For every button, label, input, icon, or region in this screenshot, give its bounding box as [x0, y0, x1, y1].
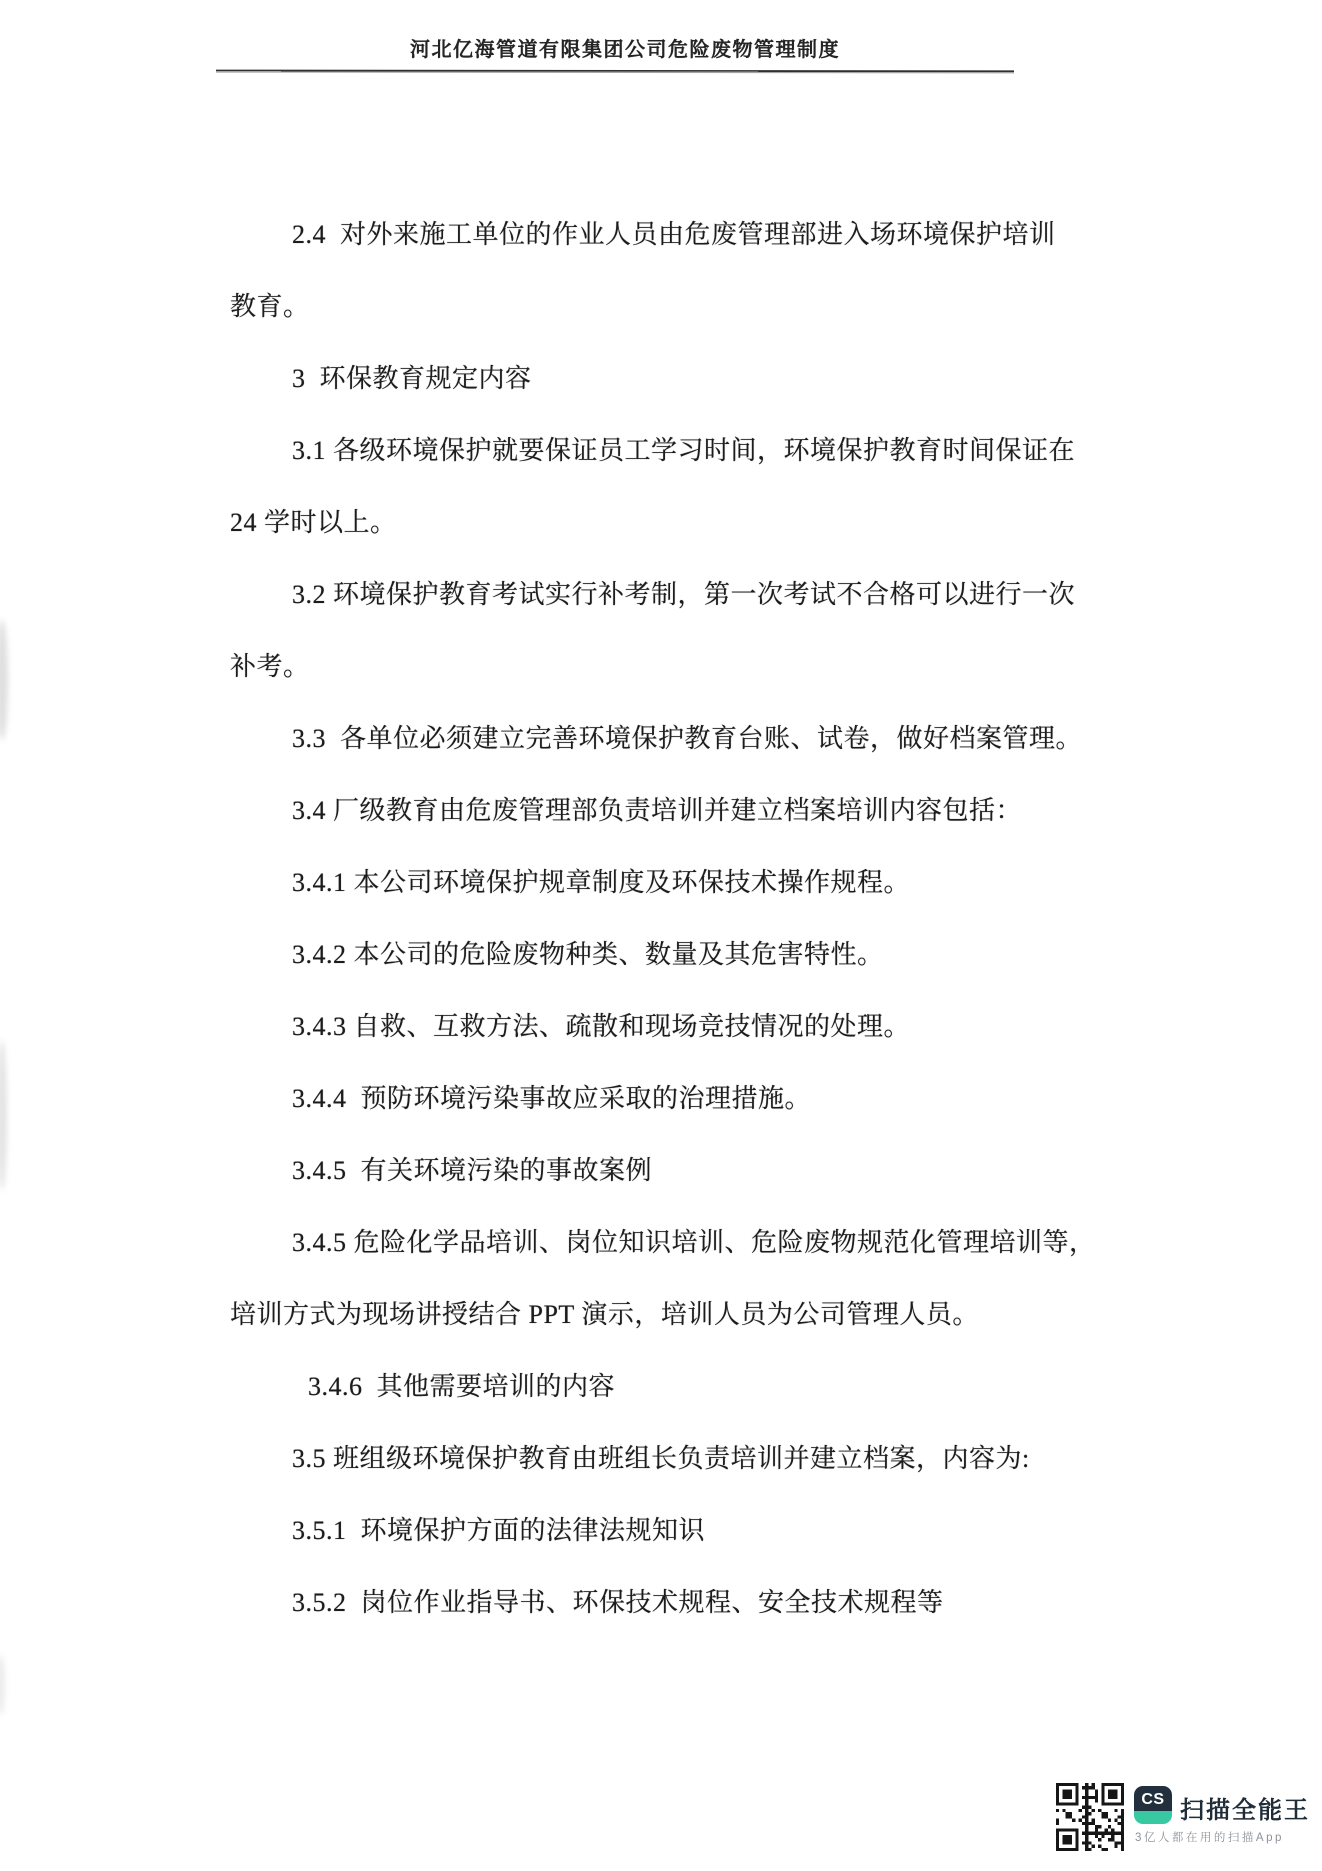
text-line: 3.1 各级环境保护就要保证员工学习时间，环境保护教育时间保证在 [292, 436, 1076, 465]
scan-artifact [0, 620, 8, 740]
text-line: 24 学时以上。 [230, 508, 397, 537]
camscanner-watermark [1056, 1783, 1310, 1858]
camscanner-logo-icon [1134, 1786, 1172, 1824]
text-line: 3.4.2 本公司的危险废物种类、数量及其危害特性。 [292, 940, 884, 969]
text-line: 3.4 厂级教育由危废管理部负责培训并建立档案培训内容包括： [292, 796, 1023, 825]
text-line: 2.4 对外来施工单位的作业人员由危废管理部进入场环境保护培训 [292, 220, 1056, 249]
text-line: 3.5.1 环境保护方面的法律法规知识 [292, 1516, 706, 1545]
qr-code-icon [1056, 1783, 1124, 1851]
text-line: 3.4.5 危险化学品培训、岗位知识培训、危险废物规范化管理培训等， [292, 1228, 1096, 1257]
text-line: 3.5.2 岗位作业指导书、环保技术规程、安全技术规程等 [292, 1588, 944, 1617]
text-line: 3.2 环境保护教育考试实行补考制，第一次考试不合格可以进行一次 [292, 580, 1076, 609]
text-line: 3 环保教育规定内容 [292, 364, 532, 393]
text-line: 3.4.6 其他需要培训的内容 [308, 1372, 616, 1401]
logo-cs-text: CS [1141, 1791, 1165, 1808]
text-line: 3.3 各单位必须建立完善环境保护教育台账、试卷，做好档案管理。 [292, 724, 1083, 753]
text-line: 3.4.4 预防环境污染事故应采取的治理措施。 [292, 1084, 812, 1113]
text-line: 3.4.5 有关环境污染的事故案例 [292, 1156, 653, 1185]
document-body [230, 199, 1096, 1639]
scan-artifact [0, 1655, 5, 1715]
scan-artifact [0, 1040, 7, 1190]
header-rule [216, 70, 1014, 74]
text-line: 3.4.1 本公司环境保护规章制度及环保技术操作规程。 [292, 868, 911, 897]
app-name: 扫描全能王 [1180, 1797, 1310, 1824]
text-line: 补考。 [230, 652, 310, 681]
text-line: 3.4.3 自救、互救方法、疏散和现场竞技情况的处理。 [292, 1012, 911, 1041]
text-line: 培训方式为现场讲授结合 PPT 演示，培训人员为公司管理人员。 [230, 1300, 979, 1329]
page-header-title: 河北亿海管道有限集团公司危险废物管理制度 [410, 39, 840, 61]
app-tagline: 3亿人都在用的扫描App [1135, 1832, 1284, 1844]
text-line: 3.5 班组级环境保护教育由班组长负责培训并建立档案，内容为: [292, 1444, 1030, 1473]
text-line: 教育。 [230, 292, 310, 321]
